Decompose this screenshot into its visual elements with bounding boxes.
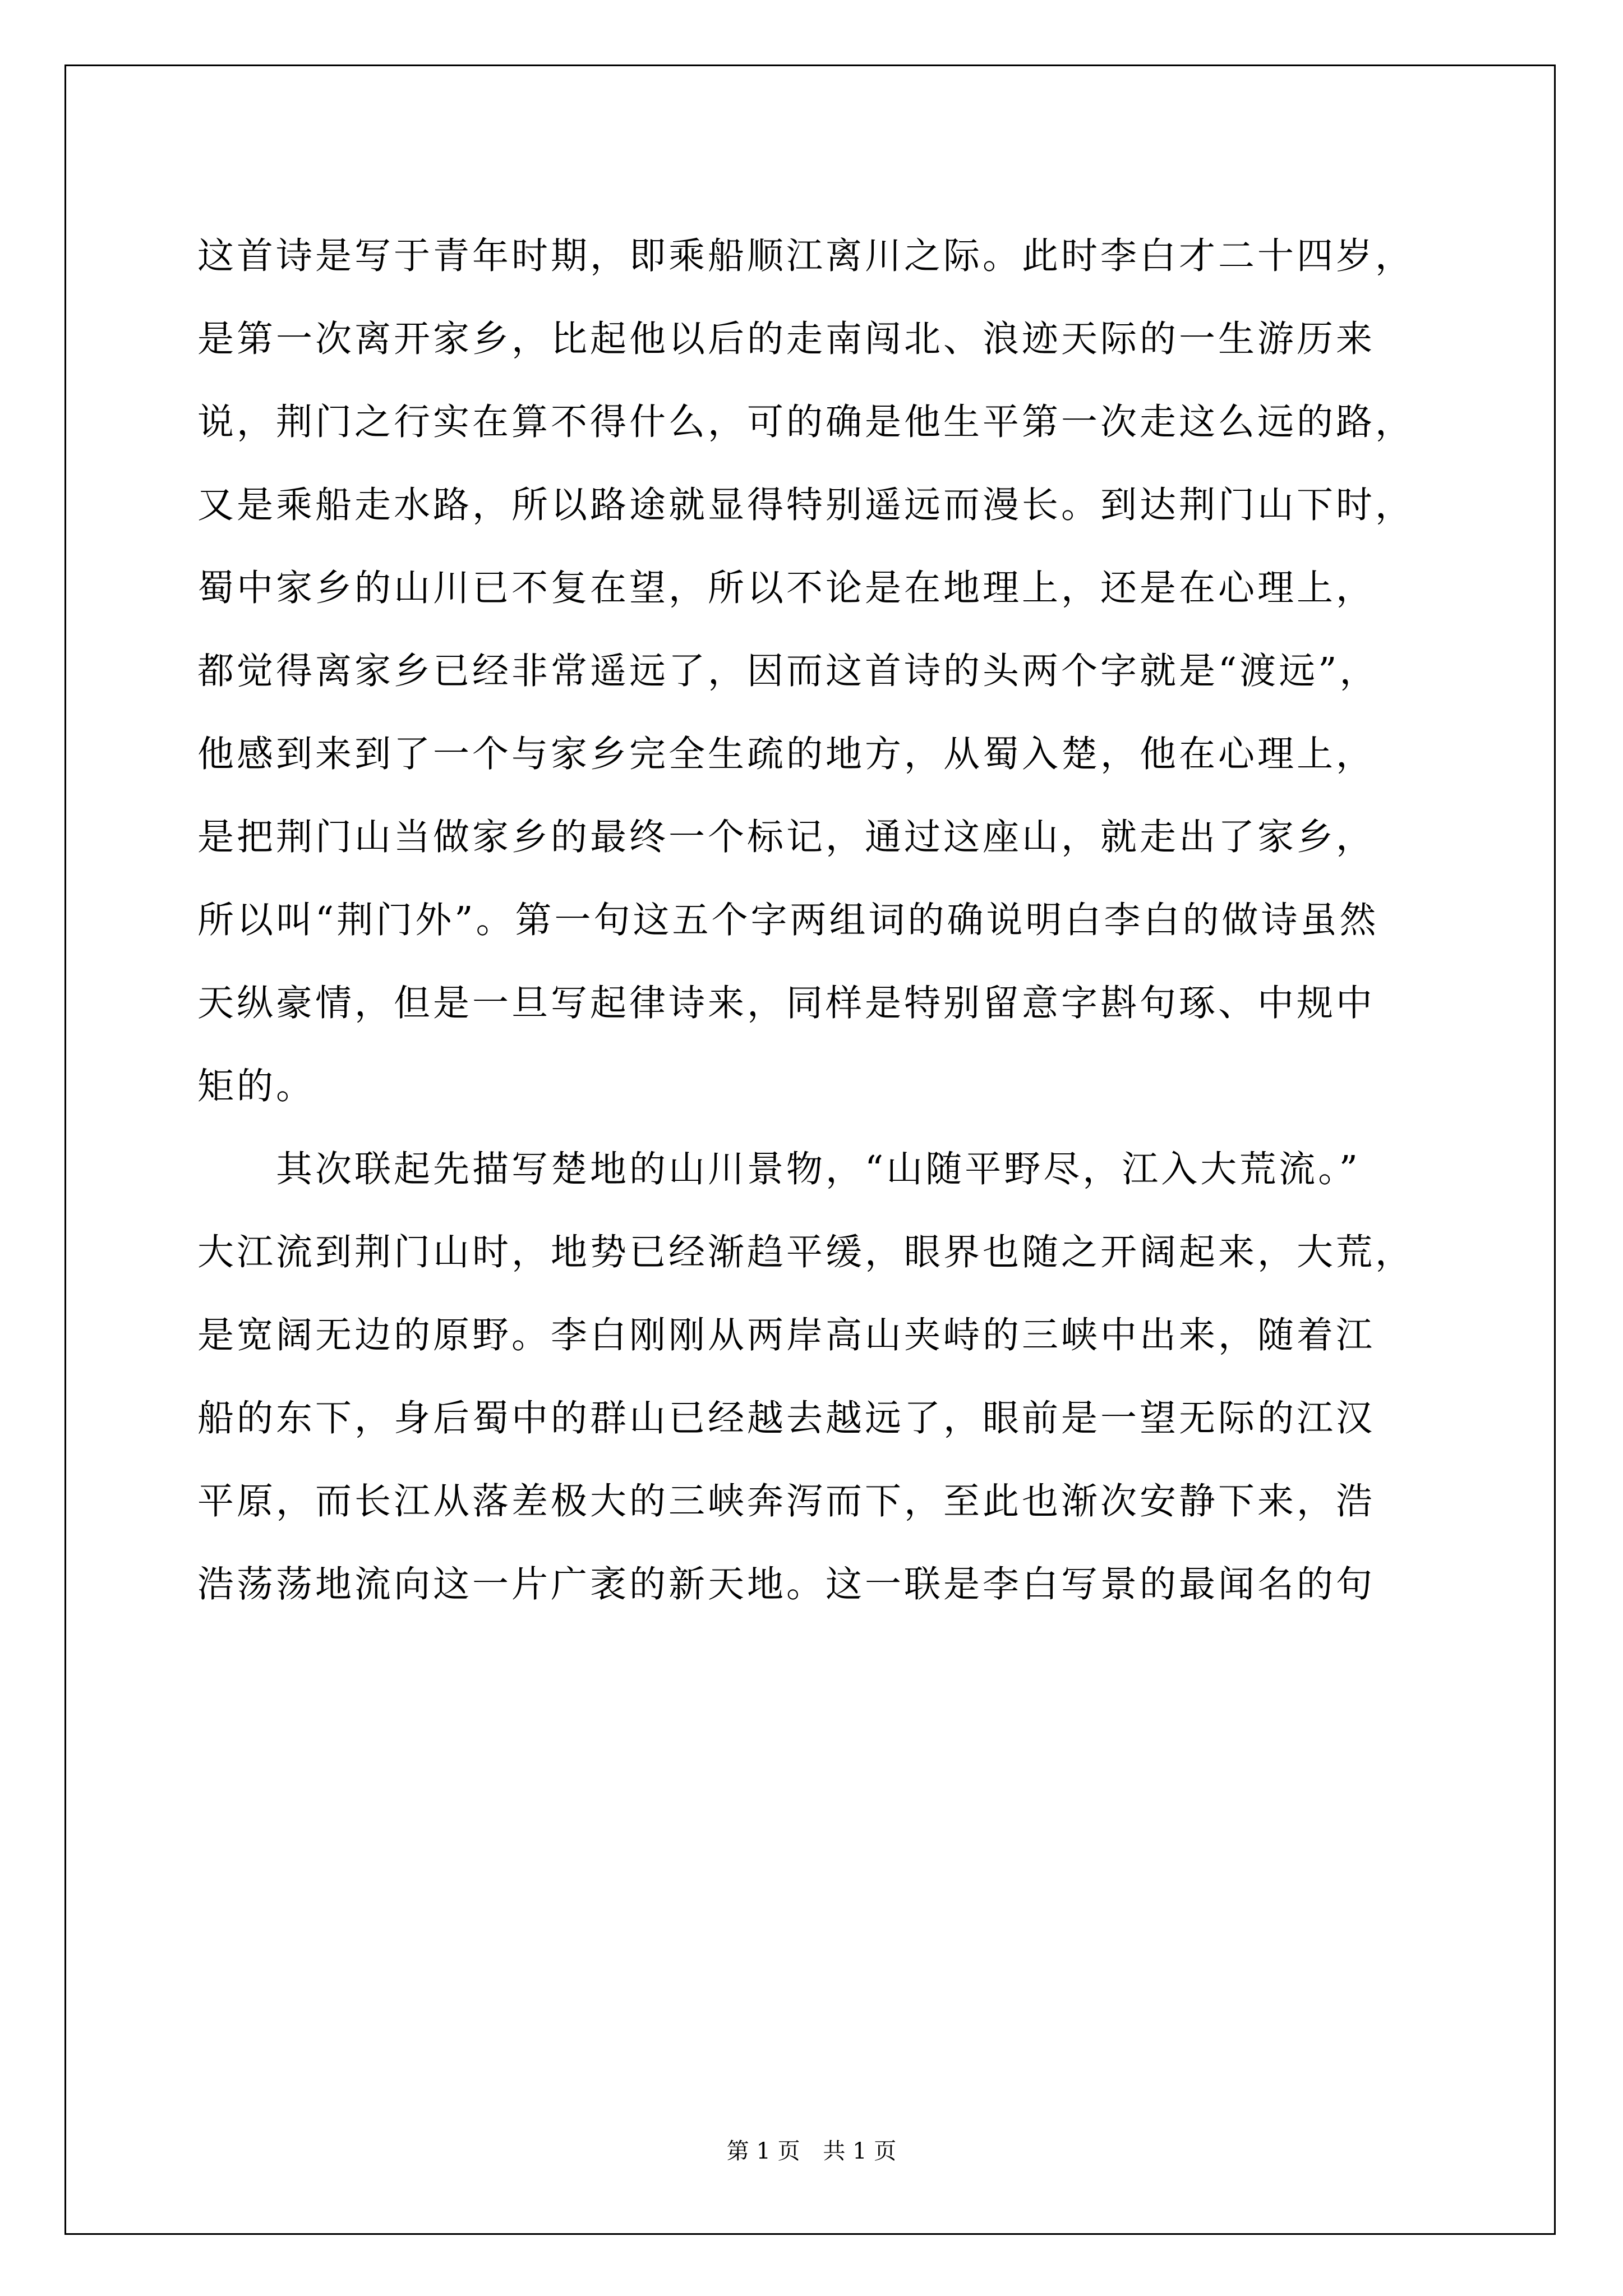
text-line: 天纵豪情，但是一旦写起律诗来，同样是特别留意字斟句琢、中规中 xyxy=(197,982,1376,1024)
text-line: 所以叫“荆门外”。第一句这五个字两组词的确说明白李白的做诗虽然 xyxy=(197,899,1379,941)
text-line: 他感到来到了一个与家乡完全生疏的地方，从蜀入楚，他在心理上， xyxy=(197,733,1376,775)
text-line: 是把荆门山当做家乡的最终一个标记，通过这座山，就走出了家乡， xyxy=(197,816,1376,858)
text-line: 矩的。 xyxy=(197,1065,316,1107)
document-body xyxy=(197,215,1431,1626)
text-line: 平原，而长江从落差极大的三峡奔泻而下，至此也渐次安静下来，浩 xyxy=(197,1480,1376,1522)
text-line: 大江流到荆门山时，地势已经渐趋平缓，眼界也随之开阔起来，大荒， xyxy=(197,1231,1415,1273)
page-total: 共 1 页 xyxy=(823,2138,897,2164)
paragraph-start-line: 其次联起先描写楚地的山川景物，“山随平野尽，江入大荒流。” xyxy=(276,1148,1361,1190)
text-line: 蜀中家乡的山川已不复在望，所以不论是在地理上，还是在心理上， xyxy=(197,567,1376,609)
text-line: 是宽阔无边的原野。李白刚刚从两岸高山夹峙的三峡中出来，随着江 xyxy=(197,1314,1376,1356)
text-line: 浩荡荡地流向这一片广袤的新天地。这一联是李白写景的最闻名的句 xyxy=(197,1563,1376,1605)
text-line: 又是乘船走水路，所以路途就显得特别遥远而漫长。到达荆门山下时， xyxy=(197,484,1415,526)
text-line: 这首诗是写于青年时期，即乘船顺江离川之际。此时李白才二十四岁， xyxy=(197,235,1415,277)
text-line: 都觉得离家乡已经非常遥远了，因而这首诗的头两个字就是“渡远”， xyxy=(197,650,1379,692)
page-number: 第 1 页 xyxy=(726,2138,800,2164)
text-line: 船的东下，身后蜀中的群山已经越去越远了，眼前是一望无际的江汉 xyxy=(197,1397,1376,1439)
text-line: 说，荆门之行实在算不得什么，可的确是他生平第一次走这么远的路， xyxy=(197,401,1415,443)
text-line: 是第一次离开家乡，比起他以后的走南闯北、浪迹天际的一生游历来 xyxy=(197,318,1376,360)
page-footer xyxy=(0,2137,1623,2165)
